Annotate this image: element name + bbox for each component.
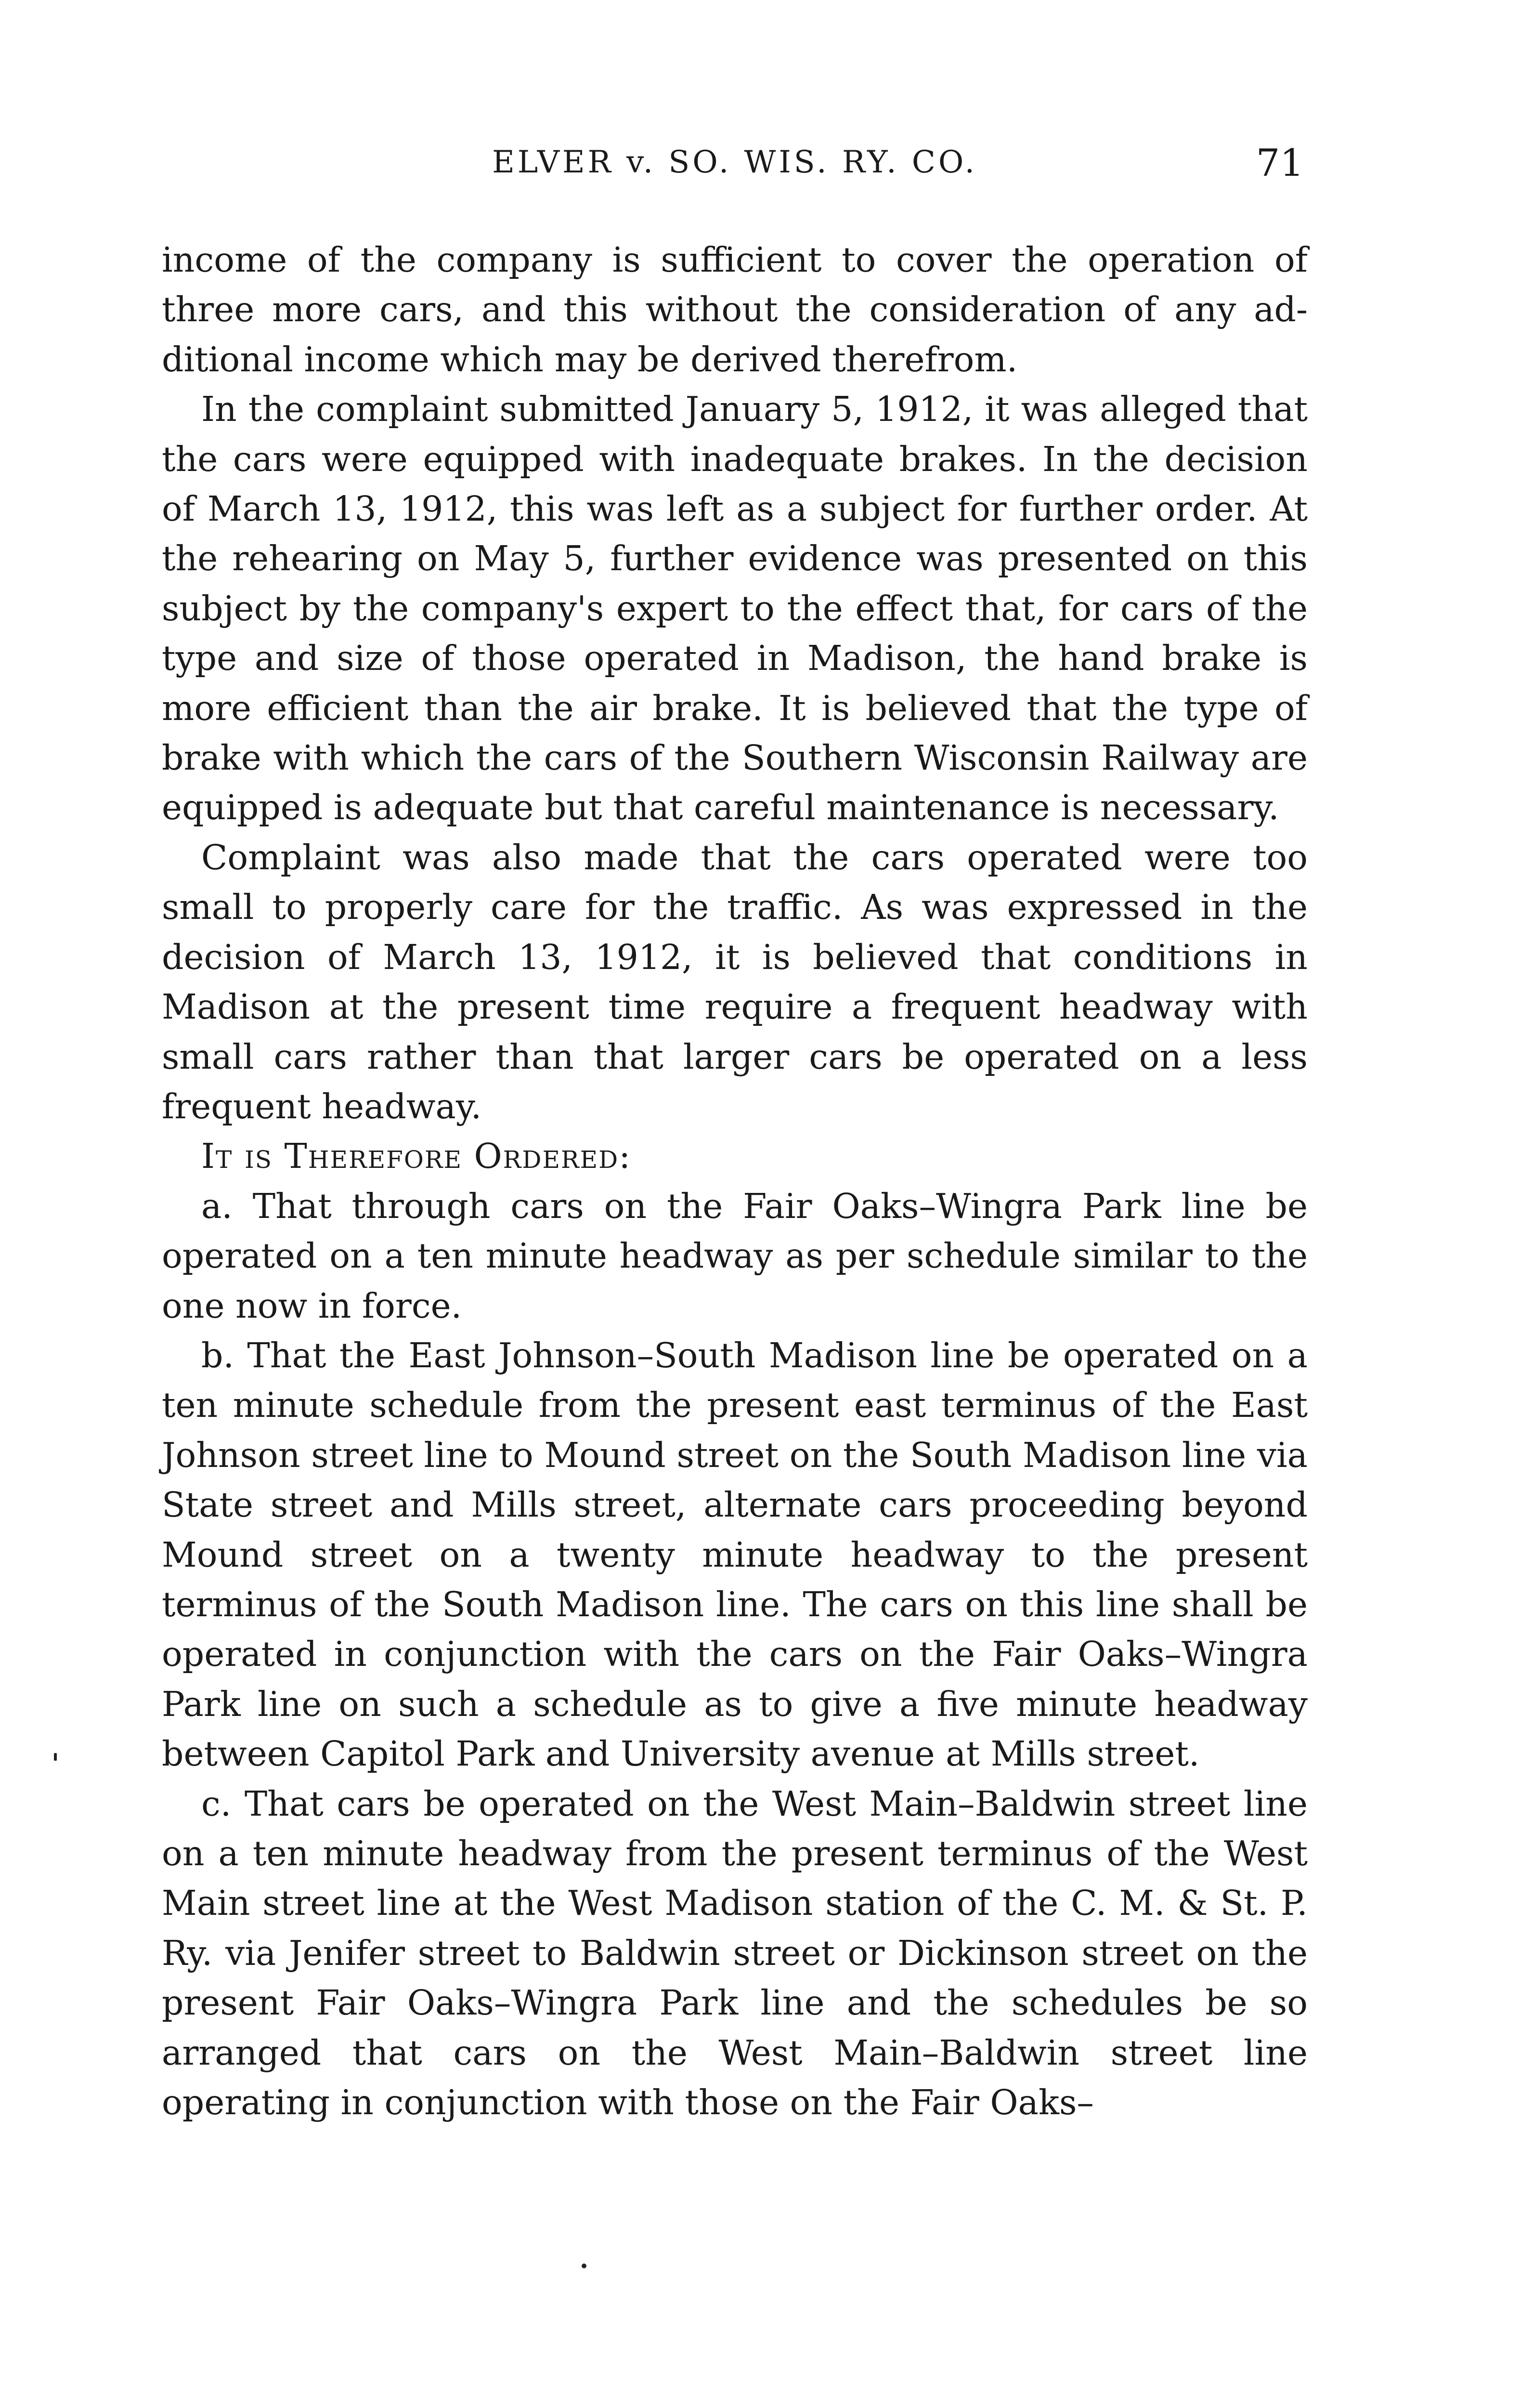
page-number: 71 [1256, 142, 1304, 185]
order-item-b: b. That the East Johnson–South Madison line be operated on a ten minute schedule from the present east terminus of the East Johnson street line to Mound street on the South Madison line via State street and Mills street, alternate cars proceeding beyond Mound street on a twenty minute headway to the present terminus of the South Madison line. The cars on this line shall be operated in conjunction with the cars on the Fair Oaks–Wingra Park line on such a schedule as to give a five minute headway between Capitol Park and University avenue at Mills street. [162, 1335, 1308, 1774]
page [162, 0, 1308, 2408]
body-text [162, 235, 1308, 2127]
page-header [162, 144, 1308, 193]
order-item-a: a. That through cars on the Fair Oaks–Wingra Park line be operated on a ten minute headway as per schedule similar to the one now in force. [162, 1186, 1308, 1326]
order-heading: It is Therefore Ordered: [201, 1136, 632, 1177]
scan-speck [582, 2264, 586, 2268]
paragraph-car-size: Complaint was also made that the cars operated were too small to properly care for the traffic. As was expressed in the decision of March 13, 1912, it is believed that conditions in Madison at the present time require a frequent headway with small cars rather than that larger cars be operated on a less frequent headway. [162, 837, 1308, 1126]
paragraph-continuation: income of the company is sufficient to cover the operation of three more cars, and this without the consideration of any additional income which may be derived therefrom. [162, 240, 1308, 380]
scan-speck [54, 1753, 57, 1761]
running-head: ELVER v. SO. WIS. RY. CO. [492, 144, 977, 180]
order-item-c: c. That cars be operated on the West Main–Baldwin street line on a ten minute headway from the present terminus of the West Main street line at the West Madison station of the C. M. & St. P. Ry. via Jenifer street to Baldwin street or Dickinson street on the present Fair Oaks–Wingra Park line and the schedules be so arranged that cars on the West Main–Baldwin street line operating in conjunction with those on the Fair Oaks– [162, 1783, 1308, 2123]
paragraph-brakes: In the complaint submitted January 5, 1912, it was alleged that the cars were equipped with inadequate brakes. In the decision of March 13, 1912, this was left as a subject for further order. At the rehearing on May 5, further evidence was presented on this subject by the company's expert to the effect that, for cars of the type and size of those operated in Madison, the hand brake is more efficient than the air brake. It is believed that the type of brake with which the cars of the Southern Wisconsin Railway are equipped is adequate but that careful maintenance is necessary. [162, 389, 1308, 828]
